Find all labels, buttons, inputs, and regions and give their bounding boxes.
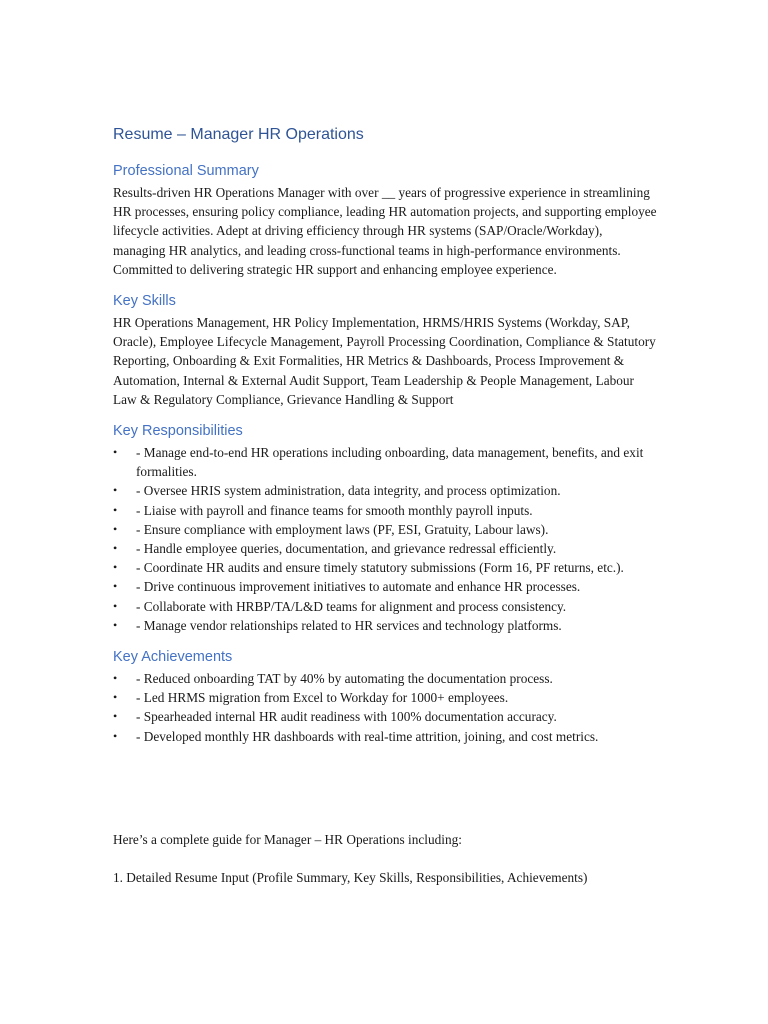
list-item-text: - Manage vendor relationships related to HR services and technology platforms. (136, 617, 562, 633)
list-item (113, 577, 658, 596)
list-item-text: - Oversee HRIS system administration, data integrity, and process optimization. (136, 483, 561, 499)
bullet-icon: • (113, 617, 118, 632)
list-item-text: - Led HRMS migration from Excel to Workday for 1000+ employees. (136, 690, 509, 706)
list-item (113, 481, 658, 500)
bullet-icon: • (113, 483, 118, 498)
professional-summary-text: Results-driven HR Operations Manager with over __ years of progressive experience in streamlining HR processes, ensuring policy compliance, leading HR automation projects, and supporting employee lifecycle activities. Adept at driving efficiency through HR systems (SAP/Oracle/Workday), managing HR analytics, and leading cross-functional teams in high-performance environments. Committed to delivering strategic HR support and enhancing employee experience. (113, 185, 657, 277)
list-item (113, 669, 658, 688)
professional-summary-heading: Professional Summary (113, 163, 259, 179)
key-achievements-heading: Key Achievements (113, 649, 233, 666)
list-item-text: - Developed monthly HR dashboards with real-time attrition, joining, and cost metrics. (136, 728, 599, 744)
key-skills-text: HR Operations Management, HR Policy Implementation, HRMS/HRIS Systems (Workday, SAP, Oracle), Employee Lifecycle Management, Payroll Processing Coordination, Compliance & Statutory Reporting, Onboarding & Exit Formalities, HR Metrics & Dashboards, Process Improvement & Automation, Internal & External Audit Support, Team Leadership & People Management, Labour Law & Regulatory Compliance, Grievance Handling & Support (113, 315, 656, 407)
list-item (113, 688, 658, 707)
bullet-icon: • (113, 728, 118, 743)
list-item (113, 707, 658, 726)
list-item (113, 539, 658, 558)
list-item (113, 727, 658, 746)
bullet-icon: • (113, 690, 118, 705)
bullet-icon: • (113, 521, 118, 536)
responsibilities-list (113, 443, 658, 635)
list-item (113, 558, 658, 577)
bullet-icon: • (113, 579, 118, 594)
document-title: Resume – Manager HR Operations (113, 126, 364, 143)
list-item-text: - Ensure compliance with employment laws (PF, ESI, Gratuity, Labour laws). (136, 521, 549, 537)
list-item (113, 501, 658, 520)
list-item-text: - Collaborate with HRBP/TA/L&D teams for alignment and process consistency. (136, 598, 567, 614)
list-item-text: - Coordinate HR audits and ensure timely statutory submissions (Form 16, PF returns, etc.). (136, 560, 624, 576)
list-item-text: - Reduced onboarding TAT by 40% by automating the documentation process. (136, 671, 553, 687)
bullet-icon: • (113, 445, 118, 460)
list-item-text: - Drive continuous improvement initiatives to automate and enhance HR processes. (136, 579, 581, 595)
bullet-icon: • (113, 709, 118, 724)
guide-intro-text: Here’s a complete guide for Manager – HR Operations including: (113, 831, 462, 847)
resume-document (113, 124, 658, 887)
bullet-icon: • (113, 598, 118, 613)
key-responsibilities-heading: Key Responsibilities (113, 423, 243, 440)
list-item (113, 597, 658, 616)
bullet-icon: • (113, 541, 118, 556)
list-item (113, 520, 658, 539)
list-item-text: - Liaise with payroll and finance teams for smooth monthly payroll inputs. (136, 502, 533, 518)
list-item-text: - Manage end-to-end HR operations including onboarding, data management, benefits, and exit formalities. (136, 445, 644, 480)
list-item-text: - Handle employee queries, documentation, and grievance redressal efficiently. (136, 541, 557, 557)
bullet-icon: • (113, 671, 118, 686)
bullet-icon: • (113, 502, 118, 517)
list-item (113, 616, 658, 635)
section-spacer (113, 758, 658, 830)
paragraph-spacer (113, 849, 658, 868)
guide-item-1: 1. Detailed Resume Input (Profile Summary, Key Skills, Responsibilities, Achievements) (113, 870, 588, 886)
achievements-list (113, 669, 658, 746)
list-item (113, 443, 658, 481)
list-item-text: - Spearheaded internal HR audit readiness with 100% documentation accuracy. (136, 709, 557, 725)
bullet-icon: • (113, 560, 118, 575)
key-skills-heading: Key Skills (113, 293, 176, 310)
